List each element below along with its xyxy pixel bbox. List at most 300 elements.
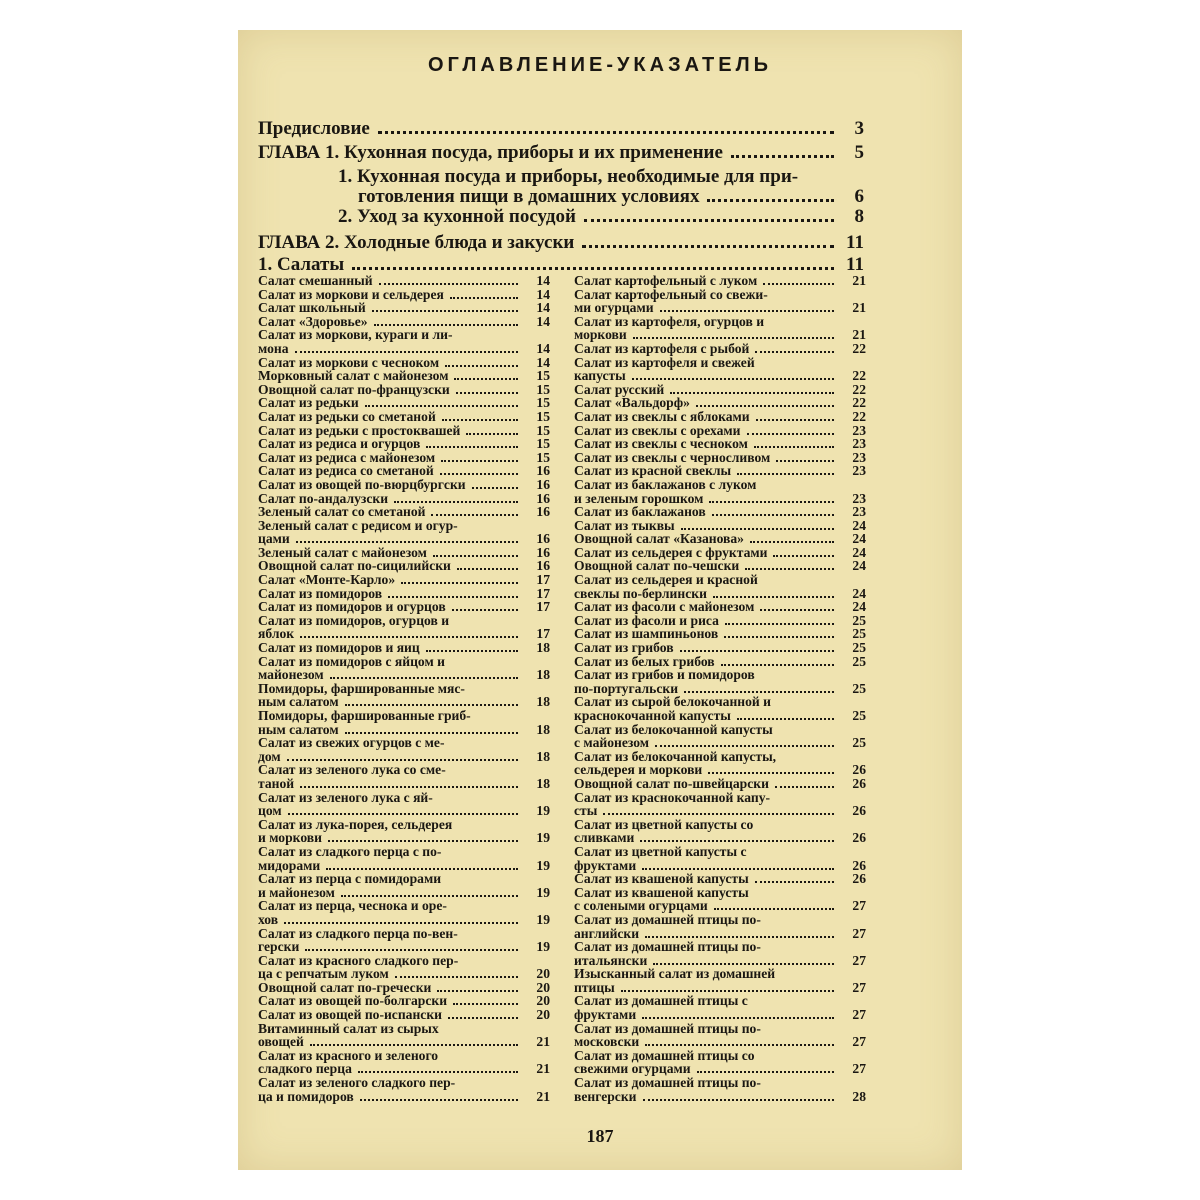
index-entry-text: Салат из сельдерея с фруктами — [574, 544, 768, 560]
index-entry — [258, 328, 550, 342]
index-entry-text: венгерски — [574, 1088, 637, 1104]
index-entry — [258, 981, 550, 995]
index-entry-text: Салат из зеленого лука со сме- — [258, 762, 446, 778]
index-entry — [574, 478, 866, 492]
index-entry-text: майонезом — [258, 667, 324, 683]
index-entry-text: Салат из помидоров и огурцов — [258, 599, 446, 615]
dot-leader — [645, 936, 834, 938]
index-entry — [574, 668, 866, 682]
dot-leader — [345, 704, 518, 706]
index-entry-page: 24 — [852, 599, 866, 615]
index-entry-page: 20 — [536, 979, 550, 995]
index-entry-text: Овощной салат по-чешски — [574, 558, 740, 574]
index-entry-page: 15 — [536, 368, 550, 384]
index-entry-text: с солеными огурцами — [574, 898, 708, 914]
index-entry — [574, 913, 866, 927]
toc-entry-label: ГЛАВА 2. Холодные блюда и закуски — [258, 232, 575, 253]
index-entry-page: 18 — [536, 694, 550, 710]
index-entry-page: 16 — [536, 558, 550, 574]
index-entry-page: 25 — [852, 708, 866, 723]
dot-leader — [707, 199, 834, 202]
dot-leader — [296, 541, 518, 543]
dot-leader — [388, 596, 518, 598]
index-entry-page: 15 — [536, 436, 550, 452]
dot-leader — [300, 636, 518, 638]
dot-leader — [697, 1071, 834, 1073]
toc-entry-preface — [258, 118, 864, 140]
index-entry-text: таной — [258, 775, 295, 791]
index-entry — [258, 709, 550, 723]
index-entry — [574, 804, 866, 818]
index-entry-text: Салат из домашней птицы по- — [574, 939, 761, 955]
dot-leader — [708, 772, 834, 774]
index-entry-text: Салат из домашней птицы по- — [574, 911, 761, 927]
index-entry — [258, 627, 550, 641]
index-entry — [574, 886, 866, 900]
index-entry — [574, 750, 866, 764]
index-entry-text: Морковный салат с майонезом — [258, 368, 449, 384]
index-entry — [258, 424, 550, 438]
index-entry-page: 25 — [852, 653, 866, 669]
index-entry-text: Салат из белокочанной капусты — [574, 721, 773, 737]
index-entry — [574, 614, 866, 628]
index-entry-text: Салат школьный — [258, 300, 366, 316]
toc-entry-chapter1 — [258, 142, 864, 164]
index-entry-text: Салат из краснокочанной капу- — [574, 789, 771, 805]
index-entry-text: фруктами — [574, 1007, 637, 1023]
index-entry-page: 23 — [852, 436, 866, 452]
index-entry-page: 25 — [852, 612, 866, 628]
index-entry-text: фруктами — [574, 857, 637, 873]
index-entry — [574, 967, 866, 981]
index-entry-page: 25 — [852, 626, 866, 642]
index-entry — [574, 641, 866, 655]
index-entry-text: ца и помидоров — [258, 1088, 354, 1104]
dot-leader — [721, 664, 834, 666]
index-entry-page: 27 — [852, 1061, 866, 1077]
index-entry-text: Салат из квашеной капусты — [574, 884, 749, 900]
index-entry-text: Салат из сладкого перца по-вен- — [258, 925, 458, 941]
index-entry — [574, 328, 866, 342]
index-entry — [258, 1062, 550, 1076]
index-entry — [258, 1035, 550, 1049]
index-entry — [258, 546, 550, 560]
dot-leader — [431, 514, 518, 516]
index-entry-page: 18 — [536, 640, 550, 656]
dot-leader — [640, 840, 834, 842]
index-entry — [258, 274, 550, 288]
index-entry — [574, 505, 866, 519]
index-entry-text: Салат из домашней птицы по- — [574, 1020, 761, 1036]
index-entry-page: 25 — [852, 735, 866, 751]
index-entry — [574, 845, 866, 859]
index-entry-text: Зеленый салат с майонезом — [258, 544, 427, 560]
index-entry-text: и зеленым горошком — [574, 490, 704, 506]
dot-leader — [472, 487, 518, 489]
dot-leader — [437, 990, 518, 992]
index-entry-page: 27 — [852, 1007, 866, 1023]
index-entry-page: 15 — [536, 395, 550, 411]
index-entry — [258, 899, 550, 913]
index-entry — [258, 315, 550, 329]
index-entry-page: 14 — [536, 354, 550, 370]
index-entry-page: 16 — [536, 463, 550, 479]
index-entry — [258, 1008, 550, 1022]
index-entry-text: Салат из красного сладкого пер- — [258, 952, 459, 968]
index-entry-text: ным салатом — [258, 694, 339, 710]
index-entry-page: 25 — [852, 680, 866, 696]
index-entry — [258, 342, 550, 356]
index-entry — [574, 492, 866, 506]
index-entry-page: 18 — [536, 748, 550, 764]
index-entry-text: Салат из помидоров — [258, 585, 383, 601]
toc-entry-page: 8 — [854, 206, 864, 227]
index-entry-text: Салат картофельный с луком — [574, 273, 758, 288]
index-entry-page: 20 — [536, 993, 550, 1009]
index-entry-text: цами — [258, 531, 290, 547]
index-entry-text: капусты — [574, 368, 626, 384]
index-entry — [574, 342, 866, 356]
dot-leader — [713, 596, 834, 598]
index-entry-text: Салат «Вальдорф» — [574, 395, 690, 411]
index-entry — [258, 505, 550, 519]
index-entry-text: Салат из овощей по-испански — [258, 1007, 442, 1023]
index-entry-text: Салат из свеклы с черносливом — [574, 449, 771, 465]
index-entry — [258, 668, 550, 682]
index-entry-text: Помидоры, фаршированные гриб- — [258, 708, 471, 723]
dot-leader — [737, 473, 834, 475]
index-entry-page: 26 — [852, 803, 866, 819]
dot-leader — [584, 219, 834, 222]
index-entry-text: Овощной салат по-французски — [258, 381, 450, 397]
dot-leader — [760, 609, 834, 611]
index-entry-text: Салат из редьки с простоквашей — [258, 422, 461, 438]
dot-leader — [450, 297, 518, 299]
index-entry — [258, 682, 550, 696]
dot-leader — [395, 976, 518, 978]
index-entry-text: Салат из шампиньонов — [574, 626, 719, 642]
index-entry-text: Салат из помидоров, огурцов и — [258, 612, 450, 628]
index-entry — [574, 315, 866, 329]
page-title: ОГЛАВЛЕНИЕ-УКАЗАТЕЛЬ — [427, 54, 773, 76]
index-entry — [574, 1076, 866, 1090]
index-entry-text: Помидоры, фаршированные мяс- — [258, 680, 465, 696]
dot-leader — [305, 949, 518, 951]
index-entry — [574, 1022, 866, 1036]
index-entry-text: Овощной салат по-гречески — [258, 979, 432, 995]
index-entry-text: птицы — [574, 979, 615, 995]
index-entry — [258, 723, 550, 737]
dot-leader — [670, 392, 834, 394]
index-entry-page: 23 — [852, 490, 866, 506]
dot-leader — [426, 650, 518, 652]
index-entry-text: Салат из баклажанов — [574, 504, 706, 520]
index-entry — [258, 451, 550, 465]
dot-leader — [776, 460, 834, 462]
index-entry-page: 18 — [536, 667, 550, 683]
index-entry-page: 23 — [852, 463, 866, 479]
index-entry — [574, 627, 866, 641]
index-entry-page: 15 — [536, 422, 550, 438]
index-entry-text: Салат смешанный — [258, 273, 373, 288]
index-entry — [258, 940, 550, 954]
index-entry-text: Салат из овощей по-вюрцбургски — [258, 476, 466, 492]
index-entry — [258, 967, 550, 981]
index-entry-text: Салат из моркови, кураги и ли- — [258, 327, 453, 343]
index-entry-page: 14 — [536, 313, 550, 329]
dot-leader — [295, 351, 518, 353]
index-entry-text: сты — [574, 803, 598, 819]
dot-leader — [401, 582, 518, 584]
toc-subentry-2 — [338, 206, 864, 228]
index-entry — [574, 872, 866, 886]
index-entry — [574, 994, 866, 1008]
dot-leader — [714, 908, 834, 910]
index-entry-page: 15 — [536, 381, 550, 397]
index-entry-text: Салат из красной свеклы — [574, 463, 732, 479]
index-entry-page: 24 — [852, 517, 866, 533]
index-entry — [258, 913, 550, 927]
dot-leader — [345, 732, 518, 734]
dot-leader — [310, 1044, 518, 1046]
toc-entry-label: готовления пищи в домашних условиях — [358, 186, 700, 207]
dot-leader — [712, 514, 834, 516]
index-entry — [258, 492, 550, 506]
index-entry-text: английски — [574, 925, 640, 941]
index-entry — [258, 519, 550, 533]
index-entry — [258, 641, 550, 655]
dot-leader — [466, 433, 518, 435]
index-entry — [258, 655, 550, 669]
index-entry-text: Салат из белых грибов — [574, 653, 715, 669]
index-entry-text: ми огурцами — [574, 300, 654, 316]
toc-subentry-line: 1. Кухонная посуда и приборы, необходимые для при- — [338, 166, 799, 187]
index-entry-page: 20 — [536, 966, 550, 982]
index-entry — [258, 532, 550, 546]
index-entry — [574, 274, 866, 288]
index-entry-text: Салат из редиса и огурцов — [258, 436, 421, 452]
index-entry — [574, 356, 866, 370]
index-entry — [574, 546, 866, 560]
index-entry — [258, 695, 550, 709]
index-entry-text: моркови — [574, 327, 627, 343]
dot-leader — [763, 283, 834, 285]
index-entry-page: 22 — [852, 408, 866, 424]
dot-leader — [747, 433, 834, 435]
index-entry-page: 16 — [536, 490, 550, 506]
dot-leader — [445, 365, 518, 367]
dot-leader — [642, 868, 834, 870]
index-entry-page: 24 — [852, 531, 866, 547]
index-entry — [574, 1035, 866, 1049]
index-entry-text: Салат из редьки — [258, 395, 359, 411]
index-entry-text: Салат из свежих огурцов с ме- — [258, 735, 445, 751]
index-entry-page: 26 — [852, 871, 866, 887]
index-entry — [574, 451, 866, 465]
dot-leader — [328, 840, 518, 842]
index-entry-text: Салат «Монте-Карло» — [258, 572, 396, 588]
index-entry — [574, 559, 866, 573]
index-entry-page: 21 — [852, 300, 866, 316]
index-entry-text: Салат из зеленого сладкого пер- — [258, 1075, 456, 1091]
dot-leader — [441, 460, 518, 462]
index-entry-text: мидорами — [258, 857, 321, 873]
index-entry-page: 15 — [536, 408, 550, 424]
index-entry-text: сельдерея и моркови — [574, 762, 703, 778]
dot-leader — [453, 1003, 518, 1005]
index-entry — [258, 791, 550, 805]
index-entry-page: 26 — [852, 857, 866, 873]
index-entry-page: 23 — [852, 422, 866, 438]
toc-entry-page: 3 — [854, 118, 864, 139]
index-entry-text: Салат из квашеной капусты — [574, 871, 749, 887]
toc-entry-page: 11 — [846, 254, 864, 275]
index-entry-text: Изысканный салат из домашней — [574, 966, 776, 982]
index-entry — [258, 478, 550, 492]
index-entry-text: Салат из домашней птицы по- — [574, 1075, 761, 1091]
index-entry-page: 16 — [536, 544, 550, 560]
dot-leader — [684, 691, 834, 693]
index-entry-page: 15 — [536, 449, 550, 465]
index-entry — [574, 954, 866, 968]
index-entry-text: Зеленый салат с редисом и огур- — [258, 517, 458, 533]
index-column-left — [258, 274, 550, 1103]
dot-leader — [360, 1099, 518, 1101]
index-entry-page: 21 — [536, 1034, 550, 1050]
index-entry-text: Салат из белокочанной капусты, — [574, 748, 777, 764]
index-entry-page: 19 — [536, 884, 550, 900]
index-entry-page: 22 — [852, 395, 866, 411]
dot-leader — [352, 267, 834, 270]
index-entry — [258, 927, 550, 941]
index-entry-page: 14 — [536, 286, 550, 302]
index-entry — [574, 1049, 866, 1063]
index-entry-text: Салат по-андалузски — [258, 490, 389, 506]
index-entry-text: яблок — [258, 626, 295, 642]
index-entry-text: Салат из грибов и помидоров — [574, 667, 755, 683]
index-entry-text: Салат картофельный со свежи- — [574, 286, 768, 302]
dot-leader — [284, 922, 518, 924]
dot-leader — [341, 895, 518, 897]
index-entry-page: 16 — [536, 531, 550, 547]
index-entry — [258, 1022, 550, 1036]
dot-leader — [653, 963, 834, 965]
dot-leader — [288, 813, 518, 815]
index-entry-page: 27 — [852, 925, 866, 941]
index-entry-text: Салат из сырой белокочанной и — [574, 694, 771, 710]
index-entry — [258, 600, 550, 614]
toc-entry-label: 1. Салаты — [258, 254, 345, 275]
index-entry-text: Салат из картофеля, огурцов и — [574, 313, 765, 329]
index-entry — [258, 356, 550, 370]
index-entry-text: Овощной салат по-швейцарски — [574, 775, 769, 791]
index-entry-page: 17 — [536, 626, 550, 642]
index-entry-text: Салат из цветной капусты с — [574, 843, 747, 859]
index-entry-text: Овощной салат по-сицилийски — [258, 558, 451, 574]
index-entry-text: Салат из домашней птицы со — [574, 1047, 755, 1063]
dot-leader — [426, 446, 518, 448]
dot-leader — [632, 378, 834, 380]
index-entry-text: Салат русский — [574, 381, 665, 397]
index-entry-page: 27 — [852, 1034, 866, 1050]
dot-leader — [448, 1017, 518, 1019]
index-entry — [574, 899, 866, 913]
dot-leader — [755, 351, 834, 353]
index-entry-text: Салат из перца с помидорами — [258, 871, 442, 887]
index-entry — [574, 410, 866, 424]
index-entry — [574, 682, 866, 696]
index-entry-text: Салат из редьки со сметаной — [258, 408, 436, 424]
index-entry — [258, 763, 550, 777]
index-entry — [574, 288, 866, 302]
dot-leader — [754, 446, 834, 448]
index-entry — [574, 695, 866, 709]
index-entry-text: Витаминный салат из сырых — [258, 1020, 439, 1036]
index-entry-page: 21 — [536, 1088, 550, 1104]
index-entry — [258, 1076, 550, 1090]
index-entry-page: 19 — [536, 939, 550, 955]
index-entry-page: 17 — [536, 599, 550, 615]
dot-leader — [643, 1099, 835, 1101]
index-entry — [574, 301, 866, 315]
index-entry-page: 22 — [852, 368, 866, 384]
index-entry-page: 21 — [852, 327, 866, 343]
index-entry — [574, 1062, 866, 1076]
index-entry-text: дом — [258, 748, 281, 764]
index-entry-text: и майонезом — [258, 884, 335, 900]
index-entry — [258, 886, 550, 900]
index-entry — [574, 791, 866, 805]
index-entry-text: Салат из лука-порея, сельдерея — [258, 816, 453, 832]
index-entry-page: 14 — [536, 300, 550, 316]
index-entry-page: 24 — [852, 585, 866, 601]
index-entry — [258, 396, 550, 410]
index-entry — [574, 736, 866, 750]
index-entry-text: по-португальски — [574, 680, 679, 696]
index-entry-text: свежими огурцами — [574, 1061, 691, 1077]
dot-leader — [696, 405, 834, 407]
index-entry — [574, 831, 866, 845]
dot-leader — [452, 609, 518, 611]
index-entry-page: 19 — [536, 911, 550, 927]
index-entry-page: 18 — [536, 721, 550, 737]
index-entry — [574, 1090, 866, 1104]
dot-leader — [330, 677, 518, 679]
index-entry-page: 23 — [852, 449, 866, 465]
index-entry — [574, 709, 866, 723]
index-entry — [258, 383, 550, 397]
index-entry — [574, 396, 866, 410]
toc-subentry-1 — [358, 186, 864, 208]
index-entry-page: 20 — [536, 1007, 550, 1023]
index-entry — [574, 587, 866, 601]
toc-entry-label: Предисловие — [258, 118, 370, 139]
index-entry — [574, 981, 866, 995]
dot-leader — [379, 283, 518, 285]
toc-entry-page: 6 — [854, 186, 864, 207]
index-entry-text: Овощной салат «Казанова» — [574, 531, 744, 547]
index-entry — [258, 369, 550, 383]
index-entry — [258, 301, 550, 315]
index-entry — [258, 818, 550, 832]
dot-leader — [456, 392, 518, 394]
index-entry-text: Салат из цветной капусты со — [574, 816, 754, 832]
index-entry — [574, 818, 866, 832]
dot-leader — [457, 568, 518, 570]
index-entry — [574, 437, 866, 451]
index-entry-text: Салат из овощей по-болгарски — [258, 993, 448, 1009]
index-entry — [258, 614, 550, 628]
